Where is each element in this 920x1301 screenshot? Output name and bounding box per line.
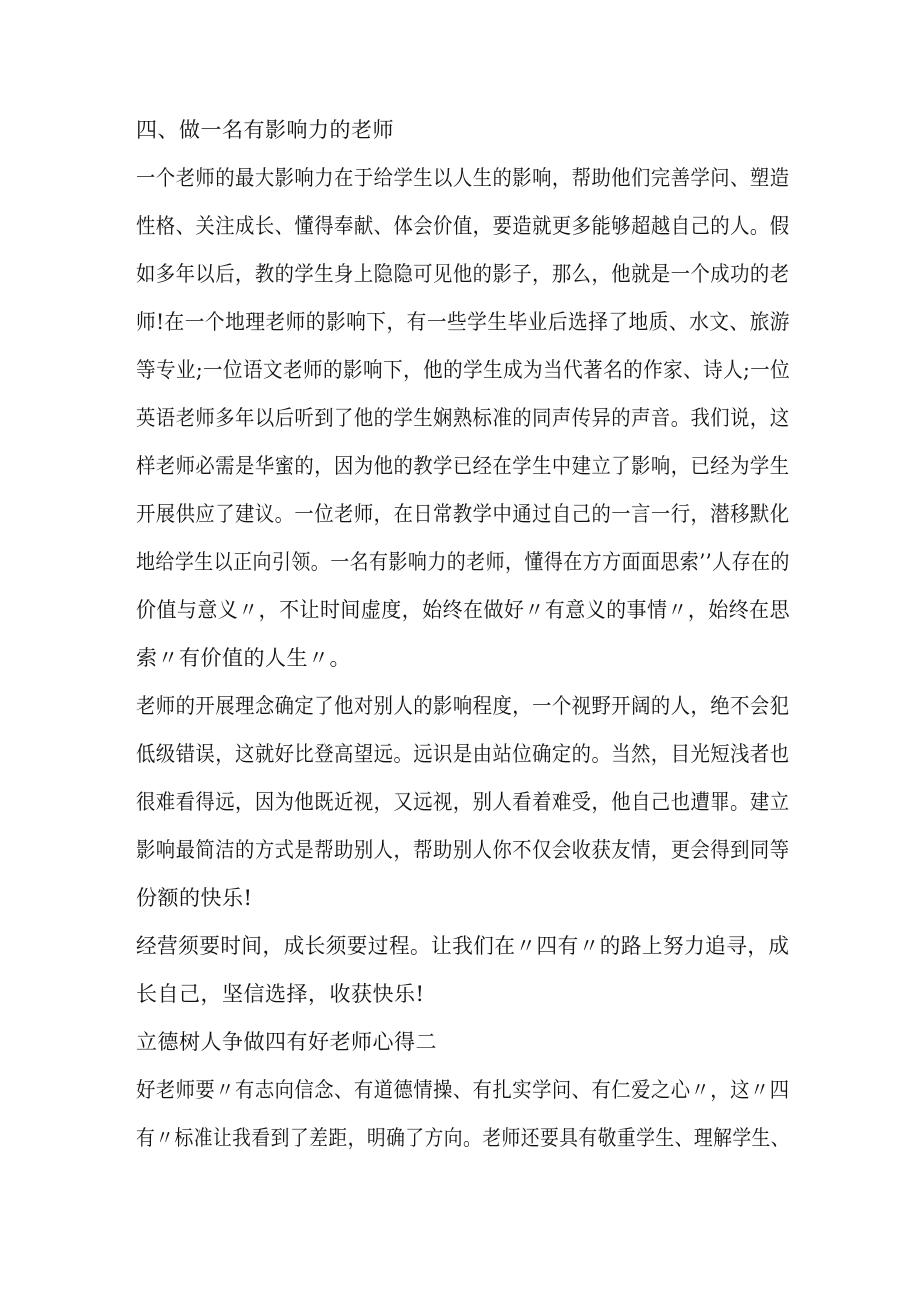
text-line: 地给学生以正向引领。一名有影响力的老师，懂得在方方面面思索’’人存在的 xyxy=(136,550,790,574)
text-line: 一个老师的最大影响力在于给学生以人生的影响，帮助他们完善学问、塑造 xyxy=(136,166,790,190)
text-line: 索〃有价值的人生〃。 xyxy=(136,646,351,670)
text-line: 很难看得远，因为他既近视，又远视，别人看着难受，他自己也遭罪。建立 xyxy=(136,790,790,814)
text-line: 份额的快乐! xyxy=(136,886,253,910)
text-line: 价值与意义〃，不让时间虚度，始终在做好〃有意义的事情〃，始终在思 xyxy=(136,598,791,622)
text-line: 有〃标准让我看到了差距，明确了方向。老师还要具有敬重学生、理解学生、 xyxy=(136,1126,791,1150)
text-line: 等专业;一位语文老师的影响下，他的学生成为当代著名的作家、诗人;一位 xyxy=(136,358,791,382)
text-line: 低级错误，这就好比登高望远。远识是由站位确定的。当然，目光短浅者也 xyxy=(136,742,790,766)
text-line: 师!在一个地理老师的影响下，有一些学生毕业后选择了地质、水文、旅游 xyxy=(136,310,790,334)
text-line: 英语老师多年以后听到了他的学生娴熟标准的同声传异的声音。我们说，这 xyxy=(136,406,790,430)
text-line: 影响最简洁的方式是帮助别人，帮助别人你不仅会收获友情，更会得到同等 xyxy=(136,838,790,862)
section-heading: 四、做一名有影响力的老师 xyxy=(136,118,394,142)
text-line: 好老师要〃有志向信念、有道德情操、有扎实学问、有仁爱之心〃，这〃四 xyxy=(136,1078,790,1102)
text-line: 如多年以后，教的学生身上隐隐可见他的影子，那么，他就是一个成功的老 xyxy=(136,262,790,286)
text-line: 开展供应了建议。一位老师，在日常教学中通过自己的一言一行，潜移默化 xyxy=(136,502,790,526)
text-line: 样老师必需是华蜜的，因为他的教学已经在学生中建立了影响，已经为学生 xyxy=(136,454,790,478)
text-line: 长自己，坚信选择，收获快乐! xyxy=(136,982,425,1006)
text-line: 经营须要时间，成长须要过程。让我们在〃四有〃的路上努力追寻，成 xyxy=(136,934,790,958)
text-line: 老师的开展理念确定了他对别人的影响程度，一个视野开阔的人，绝不会犯 xyxy=(136,694,790,718)
section-heading: 立德树人争做四有好老师心得二 xyxy=(136,1030,437,1054)
text-line: 性格、关注成长、懂得奉献、体会价值，要造就更多能够超越自己的人。假 xyxy=(136,214,790,238)
